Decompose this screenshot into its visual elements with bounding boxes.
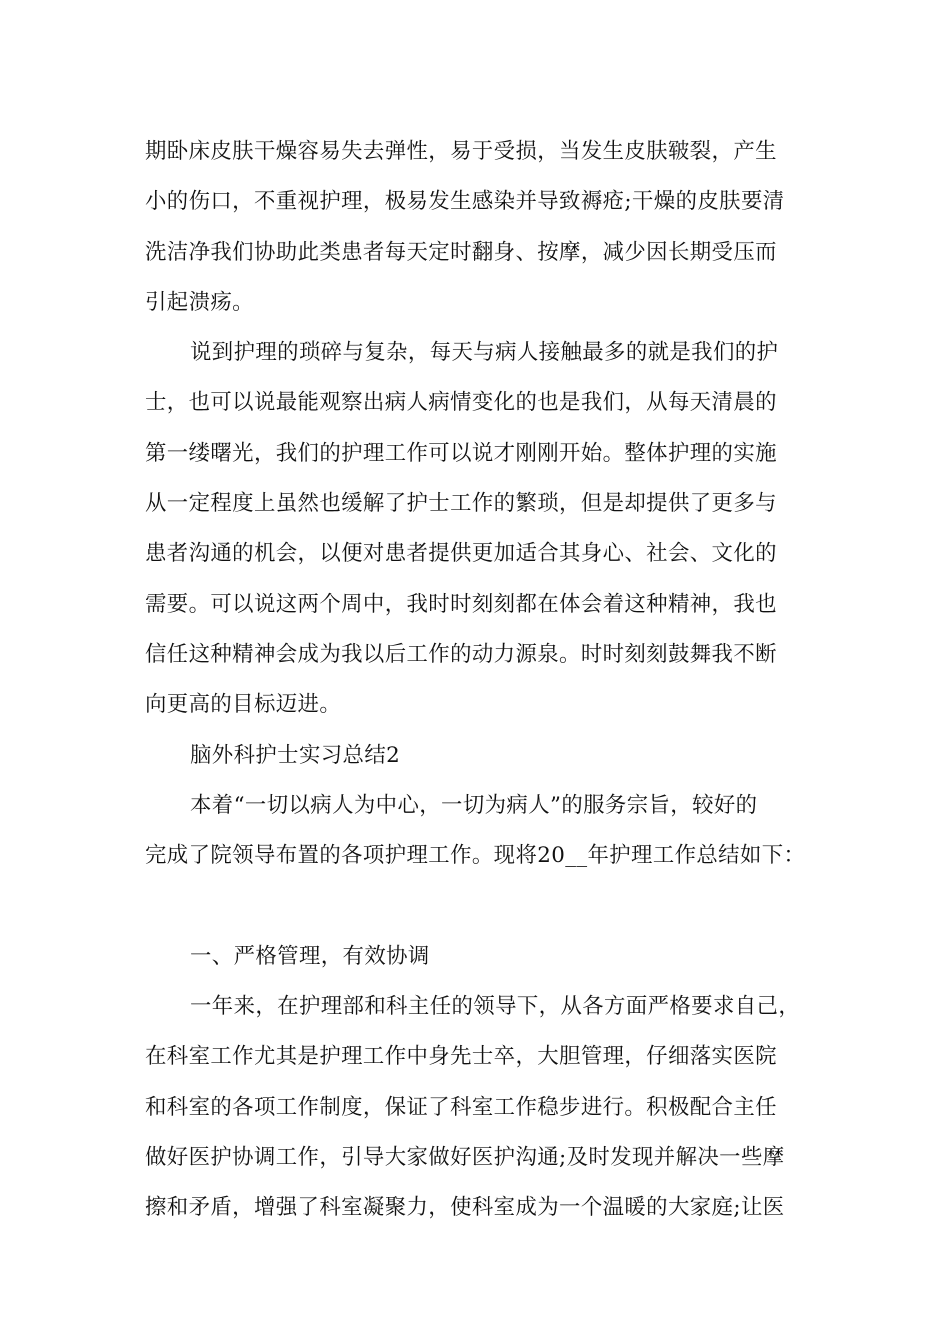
text-line: 向更高的目标迈进。 [145, 692, 342, 718]
document-subtitle [145, 731, 835, 781]
text-line: 完成了院领导布置的各项护理工作。现将20__年护理工作总结如下： [145, 843, 806, 869]
text-line: 小的伤口，不重视护理，极易发生感染并导致褥疮;干燥的皮肤要清 [145, 189, 785, 215]
text-line: 本着“一切以病人为中心，一切为病人”的服务宗旨，较好的 [190, 792, 758, 818]
text-line: 洗洁净我们协助此类患者每天定时翻身、按摩，减少因长期受压而 [145, 239, 777, 265]
paragraph-service-purpose [145, 781, 835, 882]
text-line: 患者沟通的机会，以便对患者提供更加适合其身心、社会、文化的 [145, 541, 777, 567]
text-line: 一年来，在护理部和科主任的领导下，从各方面严格要求自己， [190, 994, 801, 1020]
text-line: 士，也可以说最能观察出病人病情变化的也是我们，从每天清晨的 [145, 390, 777, 416]
section-heading [145, 932, 835, 982]
text-line: 和科室的各项工作制度，保证了科室工作稳步进行。积极配合主任 [145, 1094, 777, 1120]
text-line: 需要。可以说这两个周中，我时时刻刻都在体会着这种精神，我也 [145, 591, 777, 617]
text-line: 期卧床皮肤干燥容易失去弹性，易于受损，当发生皮肤皲裂，产生 [145, 139, 777, 164]
text-line: 第一缕曙光，我们的护理工作可以说才刚刚开始。整体护理的实施 [145, 440, 777, 466]
text-line: 从一定程度上虽然也缓解了护士工作的繁琐，但是却提供了更多与 [145, 491, 777, 517]
text-line: 在科室工作尤其是护理工作中身先士卒，大胆管理，仔细落实医院 [145, 1044, 777, 1070]
text-line: 信任这种精神会成为我以后工作的动力源泉。时时刻刻鼓舞我不断 [145, 641, 777, 667]
document-body [145, 127, 835, 1234]
text-line: 说到护理的琐碎与复杂，每天与病人接触最多的就是我们的护 [190, 340, 779, 366]
text-line: 擦和矛盾，增强了科室凝聚力，使科室成为一个温暖的大家庭;让医 [145, 1195, 785, 1221]
text-line: 引起溃疡。 [145, 289, 254, 315]
paragraph-management [145, 982, 835, 1233]
text-line: 做好医护协调工作，引导大家做好医护沟通;及时发现并解决一些摩 [145, 1144, 785, 1170]
paragraph-skin-care [145, 127, 835, 328]
subtitle-text: 脑外科护士实习总结2 [190, 742, 401, 768]
paragraph-nursing-work [145, 328, 835, 730]
section-heading-text: 一、严格管理，有效协调 [190, 943, 430, 969]
blank-line [145, 881, 835, 931]
